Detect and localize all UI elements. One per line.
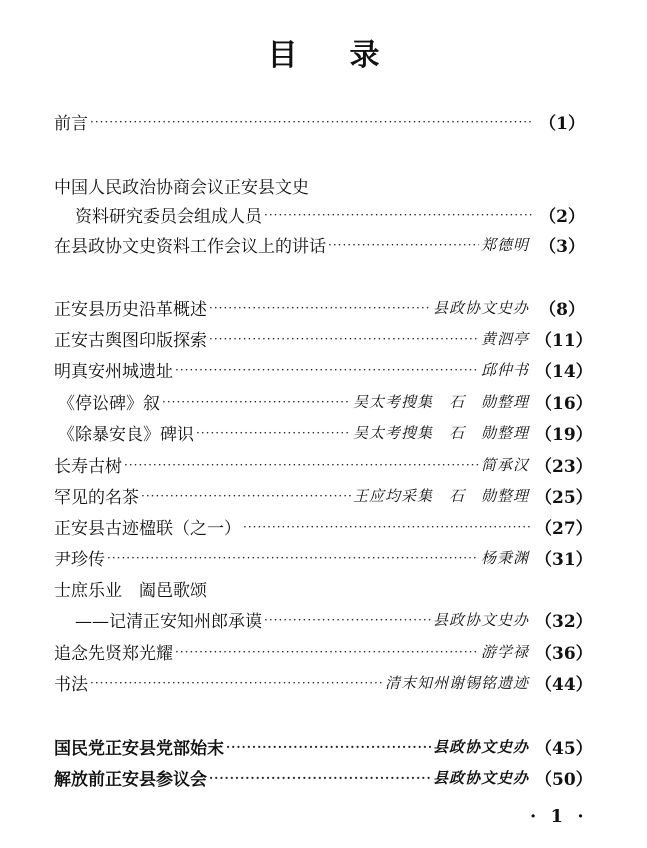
leader-dots — [264, 209, 533, 221]
leader-dots — [90, 677, 383, 689]
toc-entry-preface[interactable] — [54, 108, 585, 134]
leader-dots — [196, 427, 351, 439]
entry-title: 追念先贤郑光耀 — [54, 643, 173, 664]
entry-page: （44） — [535, 674, 593, 695]
entry-page: （8） — [539, 299, 585, 320]
leader-dots — [162, 396, 351, 408]
entry-author: 简承汉 — [480, 455, 529, 474]
entry-title: 资料研究委员会组成人员 — [75, 206, 262, 227]
entry-author: 游学禄 — [480, 642, 529, 661]
leader-dots — [90, 116, 533, 128]
toc-entry-zheng[interactable] — [54, 638, 593, 664]
toc-entry-yin[interactable] — [54, 544, 593, 570]
page-title — [0, 30, 647, 74]
toc-entry-committee[interactable] — [75, 201, 585, 227]
entry-title: 中国人民政治协商会议正安县文史 — [54, 177, 309, 198]
entry-title: 尹珍传 — [54, 549, 105, 570]
entry-page: （27） — [535, 518, 593, 539]
entry-page: （11） — [535, 330, 593, 351]
leader-dots — [175, 364, 479, 376]
entry-author: 王应均采集 石 勋整理 — [352, 486, 529, 505]
entry-title: 书法 — [54, 674, 88, 695]
toc-entry-history[interactable] — [54, 294, 585, 320]
toc-entry-scholars[interactable] — [75, 606, 593, 632]
leader-dots — [209, 772, 431, 784]
entry-author: 邱仲书 — [480, 360, 529, 379]
entry-author: 黄泗亭 — [480, 329, 529, 348]
entry-title: 长寿古树 — [54, 456, 122, 477]
title-char-1: 目 — [267, 38, 298, 73]
entry-page: （16） — [535, 393, 593, 414]
entry-author: 吴太考搜集 石 勋整理 — [352, 423, 529, 442]
entry-page: （19） — [535, 424, 593, 445]
entry-page: （23） — [535, 456, 593, 477]
entry-author: 吴太考搜集 石 勋整理 — [352, 392, 529, 411]
entry-page: （45） — [535, 738, 593, 759]
entry-page: （3） — [539, 236, 585, 257]
entry-author: 县政协文史办 — [432, 298, 529, 317]
page-number: · 1 · — [530, 806, 588, 827]
entry-title: 罕见的名茶 — [54, 487, 139, 508]
entry-page: （32） — [535, 611, 593, 632]
leader-dots — [209, 302, 431, 314]
entry-page: （2） — [539, 206, 585, 227]
toc-entry-speech[interactable] — [54, 231, 585, 257]
entry-title: 正安县历史沿革概述 — [54, 299, 207, 320]
toc-entry-calligraphy[interactable] — [54, 669, 593, 695]
toc-entry-stele1[interactable] — [58, 388, 593, 414]
entry-title: 解放前正安县参议会 — [54, 769, 207, 790]
entry-title: 正安古舆图印版探索 — [54, 330, 207, 351]
toc-entry-couplets[interactable] — [54, 513, 593, 539]
toc-entry-scholars-line1[interactable] — [54, 575, 454, 601]
leader-dots — [226, 741, 431, 753]
entry-title: 士庶乐业 阖邑歌颂 — [54, 580, 207, 601]
leader-dots — [209, 333, 479, 345]
entry-author: 郑德明 — [480, 235, 529, 254]
leader-dots — [175, 646, 479, 658]
entry-author: 县政协文史办 — [432, 610, 529, 629]
entry-page: （14） — [535, 361, 593, 382]
entry-author: 清末知州谢锡铭遗迹 — [384, 673, 529, 692]
toc-entry-ruins[interactable] — [54, 356, 593, 382]
entry-title: 正安县古迹楹联（之一） — [54, 518, 241, 539]
toc-entry-map[interactable] — [54, 325, 593, 351]
entry-author: 杨秉渊 — [480, 548, 529, 567]
entry-title: 国民党正安县党部始末 — [54, 738, 224, 759]
entry-title: 《除暴安良》碑识 — [58, 424, 194, 445]
toc-entry-stele2[interactable] — [58, 419, 593, 445]
entry-page: （36） — [535, 643, 593, 664]
toc-entry-tea[interactable] — [54, 482, 593, 508]
title-char-2: 录 — [349, 38, 380, 73]
entry-page: （1） — [539, 113, 585, 134]
leader-dots — [243, 521, 533, 533]
toc-entry-council[interactable] — [54, 764, 593, 790]
toc-entry-tree[interactable] — [54, 451, 593, 477]
entry-author: 县政协文史办 — [432, 737, 529, 756]
leader-dots — [107, 552, 479, 564]
entry-page: （50） — [535, 769, 593, 790]
toc-entry-committee-line1[interactable] — [54, 172, 454, 198]
entry-author: 县政协文史办 — [432, 768, 529, 787]
leader-dots — [328, 239, 479, 251]
leader-dots — [141, 490, 351, 502]
entry-title: 明真安州城遗址 — [54, 361, 173, 382]
entry-title: 在县政协文史资料工作会议上的讲话 — [54, 236, 326, 257]
leader-dots — [124, 459, 479, 471]
entry-title: ——记清正安知州郎承谟 — [75, 611, 262, 632]
toc-entry-kmt[interactable] — [54, 733, 593, 759]
entry-page: （31） — [535, 549, 593, 570]
entry-title: 前言 — [54, 113, 88, 134]
entry-title: 《停讼碑》叙 — [58, 393, 160, 414]
entry-page: （25） — [535, 487, 593, 508]
leader-dots — [264, 614, 431, 626]
